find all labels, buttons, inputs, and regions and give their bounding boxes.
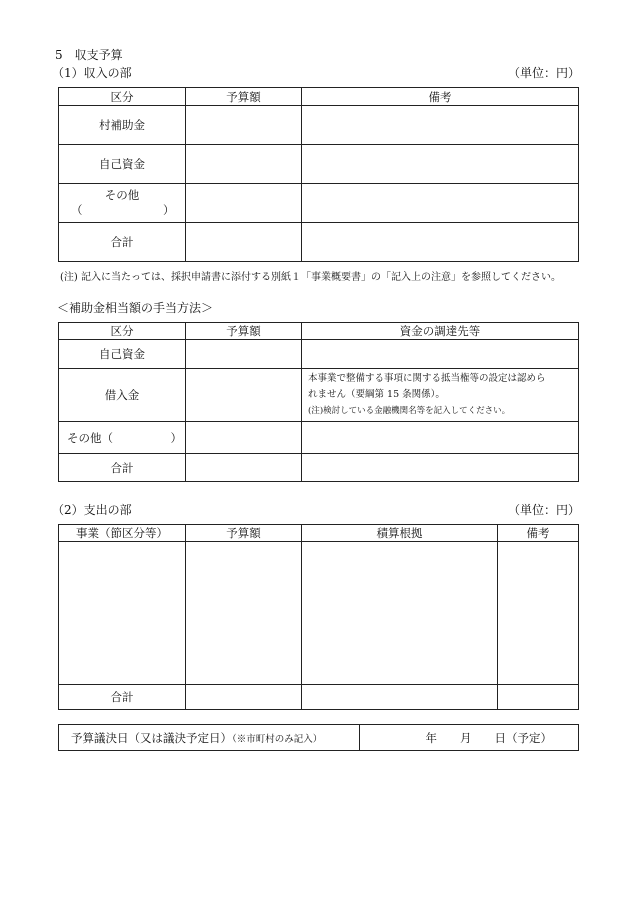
subsidy-label-loan: 借入金 <box>59 369 186 422</box>
subsidy-row-other <box>59 422 579 454</box>
subsidy-method-table <box>58 322 579 482</box>
expense-header-row <box>59 525 579 542</box>
income-label-own-funds: 自己資金 <box>59 145 186 184</box>
income-amount-other[interactable] <box>186 184 302 223</box>
subsidy-label-total: 合計 <box>59 454 186 482</box>
section-title: 5 収支予算 <box>55 48 123 62</box>
subsidy-label-other: その他（ ） <box>59 422 186 454</box>
resolution-table <box>58 724 579 751</box>
expense-total-label: 合計 <box>59 685 186 710</box>
subsidy-label-own-funds: 自己資金 <box>59 340 186 369</box>
income-header-amount: 予算額 <box>186 88 302 106</box>
expense-header-remarks: 備考 <box>498 525 579 542</box>
income-remarks-own-funds[interactable] <box>302 145 579 184</box>
income-row-village-subsidy <box>59 106 579 145</box>
expense-header-project: 事業（節区分等） <box>59 525 186 542</box>
income-table <box>58 87 579 262</box>
income-header-category: 区分 <box>59 88 186 106</box>
income-header-remarks: 備考 <box>302 88 579 106</box>
expense-table <box>58 524 579 710</box>
subsidy-header-category: 区分 <box>59 323 186 340</box>
resolution-label: 予算議決日（又は議決予定日） <box>71 730 232 745</box>
expense-total-row <box>59 685 579 710</box>
subsidy-method-heading: ＜補助金相当額の手当方法＞ <box>57 301 214 315</box>
subsidy-source-own-funds[interactable] <box>302 340 579 369</box>
income-label-other-paren: （ ） <box>71 203 175 217</box>
income-unit: （単位：円） <box>508 66 581 80</box>
resolution-label-cell <box>59 725 360 751</box>
subsidy-amount-total[interactable] <box>186 454 302 482</box>
expense-amount-cell[interactable] <box>186 542 302 685</box>
income-row-other <box>59 184 579 223</box>
expense-basis-cell[interactable] <box>302 542 498 685</box>
income-remarks-village-subsidy[interactable] <box>302 106 579 145</box>
resolution-label-sub: （※市町村のみ記入） <box>232 733 323 745</box>
subsidy-amount-own-funds[interactable] <box>186 340 302 369</box>
subsidy-amount-other[interactable] <box>186 422 302 454</box>
income-header-row <box>59 88 579 106</box>
income-amount-own-funds[interactable] <box>186 145 302 184</box>
loan-note-line3: (注)検討している金融機関名等を記入してください。 <box>308 406 511 416</box>
subsidy-header-source: 資金の調達先等 <box>302 323 579 340</box>
expense-header-amount: 予算額 <box>186 525 302 542</box>
subsidy-header-row <box>59 323 579 340</box>
resolution-date-cell[interactable] <box>360 725 579 751</box>
expense-total-remarks[interactable] <box>498 685 579 710</box>
loan-note-line1: 本事業で整備する事項に関する抵当権等の設定は認めら <box>308 373 546 384</box>
expense-total-amount[interactable] <box>186 685 302 710</box>
income-row-total <box>59 223 579 262</box>
income-label-other-text: その他 <box>104 188 140 202</box>
income-label-total: 合計 <box>59 223 186 262</box>
subsidy-row-own-funds <box>59 340 579 369</box>
income-remarks-total[interactable] <box>302 223 579 262</box>
income-amount-total[interactable] <box>186 223 302 262</box>
expense-project-cell[interactable] <box>59 542 186 685</box>
expense-header-basis: 積算根拠 <box>302 525 498 542</box>
expense-unit: （単位：円） <box>508 503 581 517</box>
income-label-other <box>59 184 186 223</box>
subsidy-source-total[interactable] <box>302 454 579 482</box>
subsidy-row-loan <box>59 369 579 422</box>
expense-remarks-cell[interactable] <box>498 542 579 685</box>
income-heading: （1）収入の部 <box>52 66 132 80</box>
subsidy-source-loan[interactable] <box>302 369 579 422</box>
subsidy-source-other[interactable] <box>302 422 579 454</box>
subsidy-row-total <box>59 454 579 482</box>
income-remarks-other[interactable] <box>302 184 579 223</box>
expense-total-basis[interactable] <box>302 685 498 710</box>
subsidy-amount-loan[interactable] <box>186 369 302 422</box>
income-note: (注) 記入に当たっては、採択申請書に添付する別紙１「事業概要書」の「記入上の注意」を参照してください。 <box>60 272 561 283</box>
income-label-village-subsidy: 村補助金 <box>59 106 186 145</box>
expense-heading: （2）支出の部 <box>52 503 132 517</box>
income-amount-village-subsidy[interactable] <box>186 106 302 145</box>
expense-body-row <box>59 542 579 685</box>
resolution-date: 年 月 日（予定） <box>425 730 552 745</box>
resolution-row <box>59 725 579 751</box>
income-row-own-funds <box>59 145 579 184</box>
subsidy-header-amount: 予算額 <box>186 323 302 340</box>
loan-note-line2: れません（要綱第 15 条関係）。 <box>308 389 445 400</box>
